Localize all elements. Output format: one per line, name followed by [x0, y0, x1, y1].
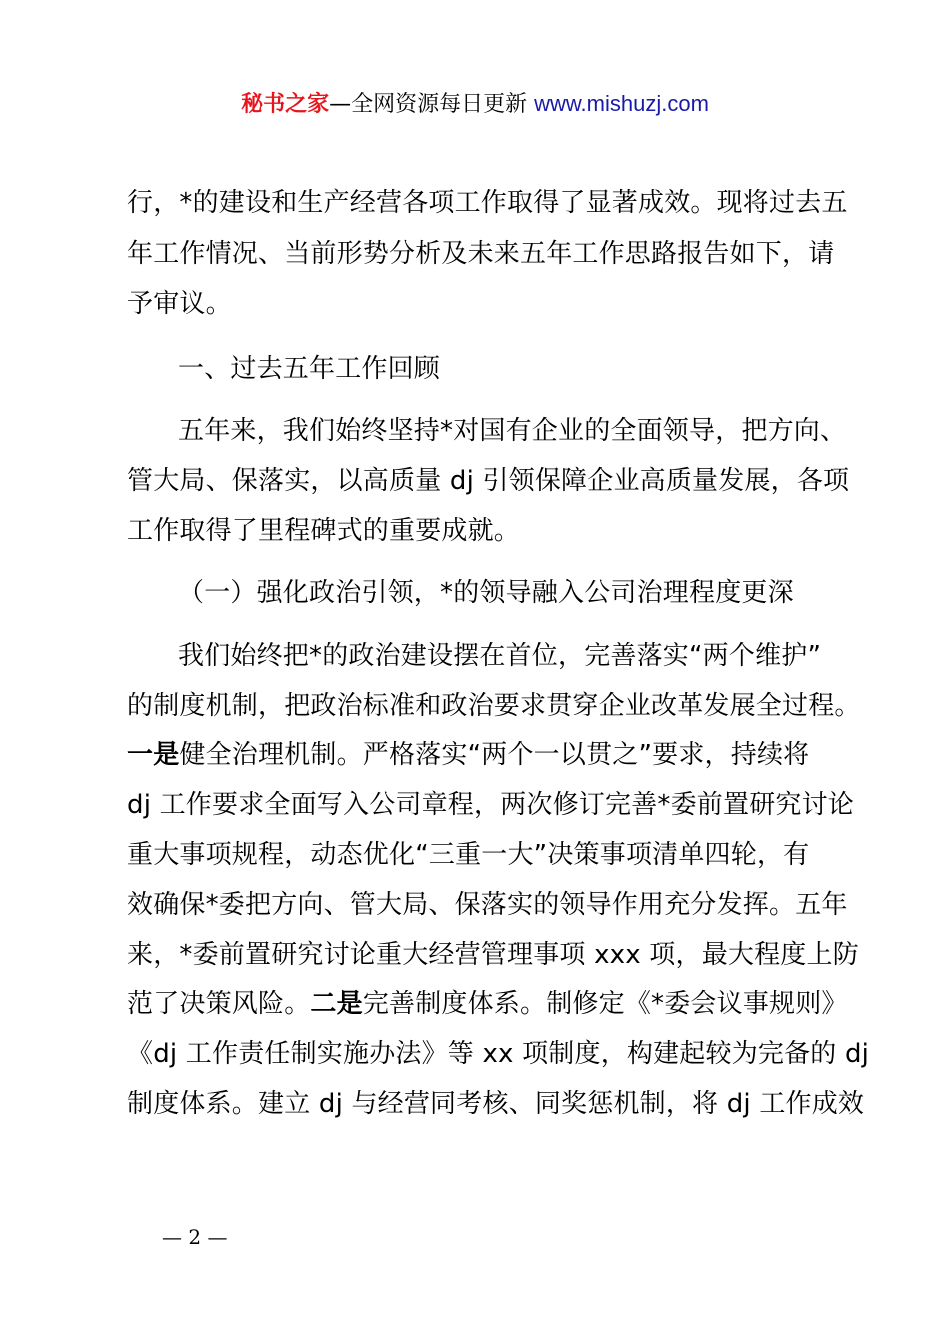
- body-line: 《dj 工作责任制实施办法》等 xx 项制度，构建起较为完备的 dj: [127, 1039, 870, 1069]
- page-header: [0, 86, 950, 123]
- body-line: 的制度机制，把政治标准和政治要求贯穿企业改革发展全过程。: [127, 691, 861, 721]
- body-line: 重大事项规程，动态优化“三重一大”决策事项清单四轮，有: [127, 840, 810, 870]
- body-line: 来，*委前置研究讨论重大经营管理事项 xxx 项，最大程度上防: [127, 940, 859, 970]
- body-line: 制度体系。建立 dj 与经营同考核、同奖惩机制，将 dj 工作成效: [127, 1089, 865, 1119]
- site-url-link[interactable]: www.mishuzj.com: [534, 91, 709, 116]
- body-line: 一是健全治理机制。严格落实“两个一以贯之”要求，持续将: [127, 740, 810, 770]
- body-line: 予审议。: [127, 289, 232, 319]
- body-line: 工作取得了里程碑式的重要成就。: [127, 516, 521, 546]
- page-number: — 2 —: [162, 1225, 228, 1249]
- header-tagline: —全网资源每日更新: [329, 92, 528, 117]
- brand-name: 秘书之家: [241, 92, 330, 117]
- body-line: 年工作情况、当前形势分析及未来五年工作思路报告如下，请: [127, 239, 835, 269]
- body-line: 我们始终把*的政治建设摆在首位，完善落实“两个维护”: [178, 641, 822, 671]
- subsection-heading: （一）强化政治引领，*的领导融入公司治理程度更深: [178, 578, 794, 608]
- body-line: dj 工作要求全面写入公司章程，两次修订完善*委前置研究讨论: [127, 790, 854, 820]
- body-line: 效确保*委把方向、管大局、保落实的领导作用充分发挥。五年: [127, 890, 848, 920]
- point-lead: 一是: [127, 740, 180, 770]
- body-line: 五年来，我们始终坚持*对国有企业的全面领导，把方向、: [178, 416, 847, 446]
- section-heading: 一、过去五年工作回顾: [178, 354, 441, 384]
- body-line: 行，*的建设和生产经营各项工作取得了显著成效。现将过去五: [127, 188, 848, 218]
- point-lead: 二是: [310, 989, 363, 1019]
- body-line: 范了决策风险。二是完善制度体系。制修定《*委会议事规则》: [127, 989, 848, 1019]
- body-line: 管大局、保落实，以高质量 dj 引领保障企业高质量发展，各项: [127, 466, 850, 496]
